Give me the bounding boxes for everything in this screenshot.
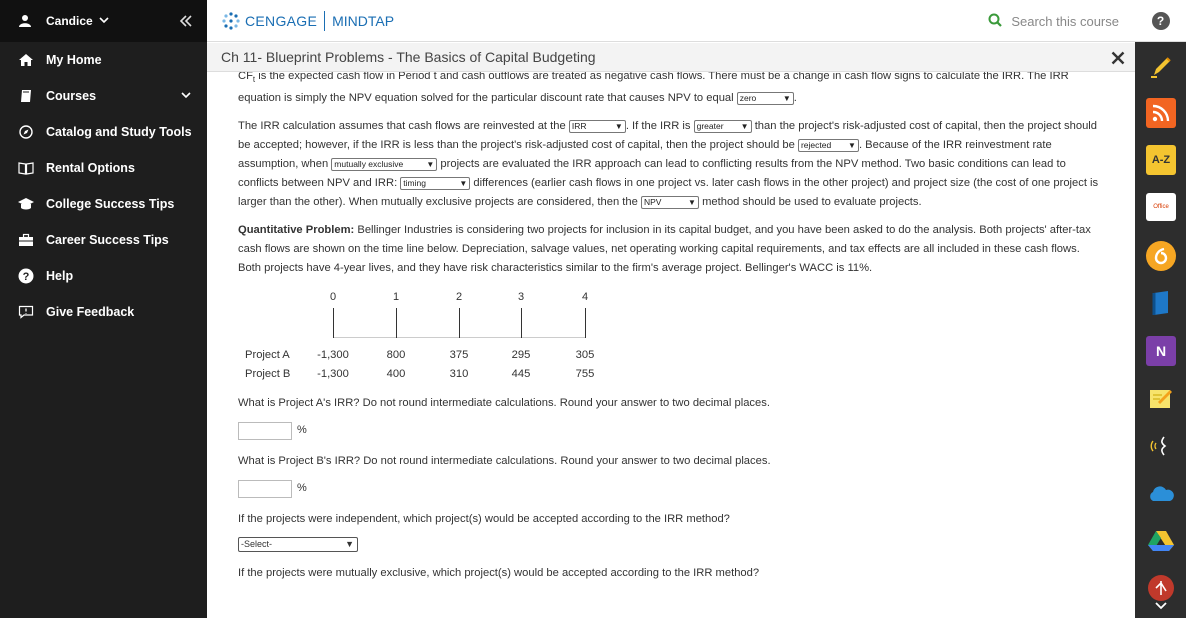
close-button[interactable] [1111, 46, 1125, 71]
collapse-sidebar-button[interactable] [165, 0, 207, 42]
chevron-down-icon [181, 90, 191, 102]
period-tick [585, 308, 586, 338]
double-chevron-left-icon [179, 15, 193, 27]
sidebar-item-my-home[interactable] [0, 42, 207, 78]
briefcase-icon [17, 233, 35, 247]
paragraph-text: . Because of the IRR reinvestment rate assumption, when [238, 139, 1052, 171]
rss-app-button[interactable] [1146, 98, 1176, 128]
dropdown-project-type[interactable] [331, 158, 437, 171]
home-icon [17, 53, 35, 67]
glossary-app-button[interactable] [1146, 145, 1176, 175]
chevron-down-icon: ▼ [782, 93, 791, 103]
pencil-icon [1148, 53, 1174, 79]
cash-flow-value: 445 [511, 368, 531, 381]
question-independent-projects: If the projects were independent, which project(s) would be accepted according to the IRR method? [238, 513, 730, 526]
paragraph-text: . If the IRR is [625, 120, 691, 133]
svg-text:?: ? [22, 271, 30, 283]
sidebar-item-label: Give Feedback [46, 305, 135, 319]
project-a-label: Project A [245, 349, 290, 362]
sidebar-item-college-success[interactable] [0, 186, 207, 222]
cloud-icon [1147, 484, 1175, 504]
feedback-icon [17, 305, 35, 319]
question-circle-icon [17, 268, 35, 284]
activity-content [207, 72, 1135, 618]
read-aloud-icon [1148, 434, 1174, 458]
sidebar-item-label: My Home [46, 53, 102, 67]
help-icon: ? [1152, 12, 1170, 30]
app-dock [1135, 0, 1186, 618]
cengage-mindtap-logo[interactable] [221, 11, 394, 31]
question-mutually-exclusive-projects: If the projects were mutually exclusive, which project(s) would be accepted according to the IRR method? [238, 567, 760, 580]
chevron-down-icon: ▼ [426, 159, 435, 169]
sidebar-item-label: Career Success Tips [46, 233, 169, 247]
dropdown-value: NPV [643, 196, 662, 207]
paragraph-text: method should be used to evaluate projects. [702, 196, 922, 209]
dropdown-irr-compare[interactable] [694, 120, 752, 133]
product-name: MINDTAP [332, 12, 395, 29]
answer-row [238, 479, 1100, 498]
chevron-down-icon: ▼ [740, 121, 749, 131]
period-label: 1 [392, 291, 400, 304]
chevron-down-icon: ▼ [688, 197, 696, 207]
paragraph-text: than the project's risk-adjusted cost of capital, then the project should be accepted; however, if the IRR is less than the project's risk-adjusted cost of capital, then the project should be [238, 120, 1098, 152]
book-icon [17, 89, 35, 103]
page-title: Ch 11- Blueprint Problems - The Basics of Capital Budgeting [221, 49, 596, 65]
cash-flow-value: 400 [386, 368, 406, 381]
sidebar-item-catalog[interactable] [0, 114, 207, 150]
dock-scroll-down-button[interactable] [1135, 594, 1186, 618]
audio-app-button[interactable] [1146, 241, 1176, 271]
question-project-a-irr: What is Project A's IRR? Do not round intermediate calculations. Round your answer to two decimal places. [238, 397, 770, 410]
onenote-app-button[interactable] [1146, 336, 1176, 366]
compass-icon [17, 125, 35, 139]
project-b-label: Project B [245, 368, 291, 381]
cash-flow-value: 375 [449, 349, 469, 362]
dropdown-value: timing [403, 177, 426, 188]
paragraph-irr-definition [238, 72, 1100, 108]
ebook-app-button[interactable] [1146, 288, 1176, 318]
course-search[interactable] [988, 0, 1119, 42]
period-tick [459, 308, 460, 338]
dropdown-value: IRR [571, 120, 587, 131]
dropdown-value: mutually exclusive [334, 158, 404, 169]
google-drive-icon [1147, 529, 1175, 553]
paragraph-text: projects are evaluated the IRR approach can lead to conflicting results from the NPV method. Two basic conditions can lead to conflicts between NPV and IRR: [238, 158, 1066, 190]
period-label: 0 [329, 291, 337, 304]
sidebar-item-label: Rental Options [46, 161, 135, 175]
dropdown-value: zero [739, 92, 757, 103]
dropdown-reinvest-rate[interactable] [569, 120, 626, 133]
left-sidebar [0, 0, 207, 618]
quantitative-problem-label: Quantitative Problem: [238, 224, 355, 237]
chevron-down-icon: ▼ [459, 178, 468, 188]
cengage-logo-icon [221, 11, 241, 31]
user-menu[interactable] [0, 0, 207, 42]
period-tick [521, 308, 522, 338]
dropdown-value: rejected [800, 139, 832, 150]
percent-label: % [297, 482, 307, 495]
graduation-cap-icon [17, 197, 35, 211]
top-bar [207, 0, 1135, 42]
search-placeholder: Search this course [1011, 13, 1119, 29]
open-book-icon [17, 161, 35, 175]
sidebar-item-rental-options[interactable] [0, 150, 207, 186]
cash-flow-value: 755 [575, 368, 595, 381]
rss-icon [1151, 103, 1171, 123]
sidebar-item-label: Catalog and Study Tools [46, 125, 192, 139]
office-icon: Office [1153, 204, 1169, 210]
dropdown-preferred-method[interactable] [641, 196, 699, 209]
independent-projects-select[interactable] [238, 537, 358, 552]
dropdown-project-decision[interactable] [798, 139, 859, 152]
book-icon [1150, 290, 1172, 316]
cash-flow-value: -1,300 [317, 349, 349, 362]
paragraph-text: . [793, 92, 797, 105]
period-tick [333, 308, 334, 338]
select-value: -Select- [241, 539, 273, 550]
paragraph-text: Bellinger Industries is considering two projects for inclusion in its capital budget, and you have been asked to do the analysis. Both projects' after-tax cash flows are shown on the time line below. Depreciation, salvage values, net operating working capital requirements, and tax effects are all included in these cash flows. Both projects have 4-year lives, and they have risk characteristics similar to the firm's average project. Bellinger's WACC is 11%. [238, 224, 1091, 275]
help-button[interactable] [1135, 0, 1186, 42]
sidebar-item-label: Help [46, 269, 74, 283]
cash-flow-value: 305 [575, 349, 595, 362]
cf-subscript: t [252, 75, 256, 85]
close-icon [1111, 51, 1125, 65]
logo-divider [324, 11, 325, 31]
onenote-icon: N [1155, 343, 1167, 359]
answer-row [238, 421, 1100, 440]
dropdown-npv-equal[interactable] [737, 92, 794, 105]
chevron-down-icon: ▼ [614, 121, 623, 131]
percent-label: % [297, 424, 307, 437]
cash-flow-value: 800 [386, 349, 406, 362]
brand-name: CENGAGE [245, 12, 318, 29]
sidebar-item-career-success[interactable] [0, 222, 207, 258]
period-tick [396, 308, 397, 338]
period-label: 3 [517, 291, 525, 304]
user-icon [18, 14, 32, 28]
chevron-down-icon [99, 15, 109, 27]
paragraph-text: is the expected cash flow in Period t and cash outflows are treated as negative cash flows. There must be a change in cash flow signs to calculate the IRR. The IRR equation is simply the NPV equation solved for the particular discount rate that causes NPV to equal [238, 72, 1069, 105]
question-project-b-irr: What is Project B's IRR? Do not round intermediate calculations. Round your answer to two decimal places. [238, 455, 771, 468]
office-app-button[interactable] [1146, 193, 1176, 221]
paragraph-quantitative-problem [238, 221, 1100, 278]
dropdown-value: greater [696, 120, 724, 131]
search-icon [988, 13, 1002, 30]
chevron-down-icon [1155, 602, 1167, 610]
period-label: 2 [455, 291, 463, 304]
sidebar-item-label: Courses [46, 89, 97, 103]
cash-flow-timeline [238, 288, 1100, 388]
project-b-irr-input[interactable] [238, 480, 292, 498]
user-name: Candice [46, 14, 93, 28]
sidebar-item-courses[interactable] [0, 78, 207, 114]
notepad-icon [1148, 386, 1174, 410]
paragraph-text: differences (earlier cash flows in one project vs. later cash flows in the other project) and project size (the cost of one project is larger than the other). When mutually exclusive projects are considered, then the [238, 177, 1099, 209]
cash-flow-value: 310 [449, 368, 469, 381]
problem-text [238, 72, 1100, 583]
a-z-icon: A-Z [1151, 154, 1171, 166]
paragraph-text: The IRR calculation assumes that cash flows are reinvested at the [238, 120, 566, 133]
cash-flow-value: -1,300 [317, 368, 349, 381]
notes-app-button[interactable] [1146, 383, 1176, 413]
project-a-irr-input[interactable] [238, 422, 292, 440]
audio-icon [1151, 246, 1171, 266]
activity-title-bar [207, 43, 1135, 72]
sidebar-item-help[interactable] [0, 258, 207, 294]
dropdown-conflict-condition[interactable] [400, 177, 470, 190]
cash-flow-value: 295 [511, 349, 531, 362]
period-label: 4 [581, 291, 589, 304]
chevron-down-icon: ▼ [848, 140, 856, 150]
google-drive-app-button[interactable] [1146, 526, 1176, 556]
chevron-down-icon: ▼ [345, 539, 354, 550]
onedrive-app-button[interactable] [1146, 479, 1176, 509]
readspeaker-app-button[interactable] [1146, 431, 1176, 461]
sidebar-item-give-feedback[interactable] [0, 294, 207, 330]
sidebar-item-label: College Success Tips [46, 197, 175, 211]
highlighter-app-button[interactable] [1146, 51, 1176, 81]
paragraph-irr-assumptions [238, 117, 1100, 212]
cf-symbol: CF [238, 72, 253, 82]
